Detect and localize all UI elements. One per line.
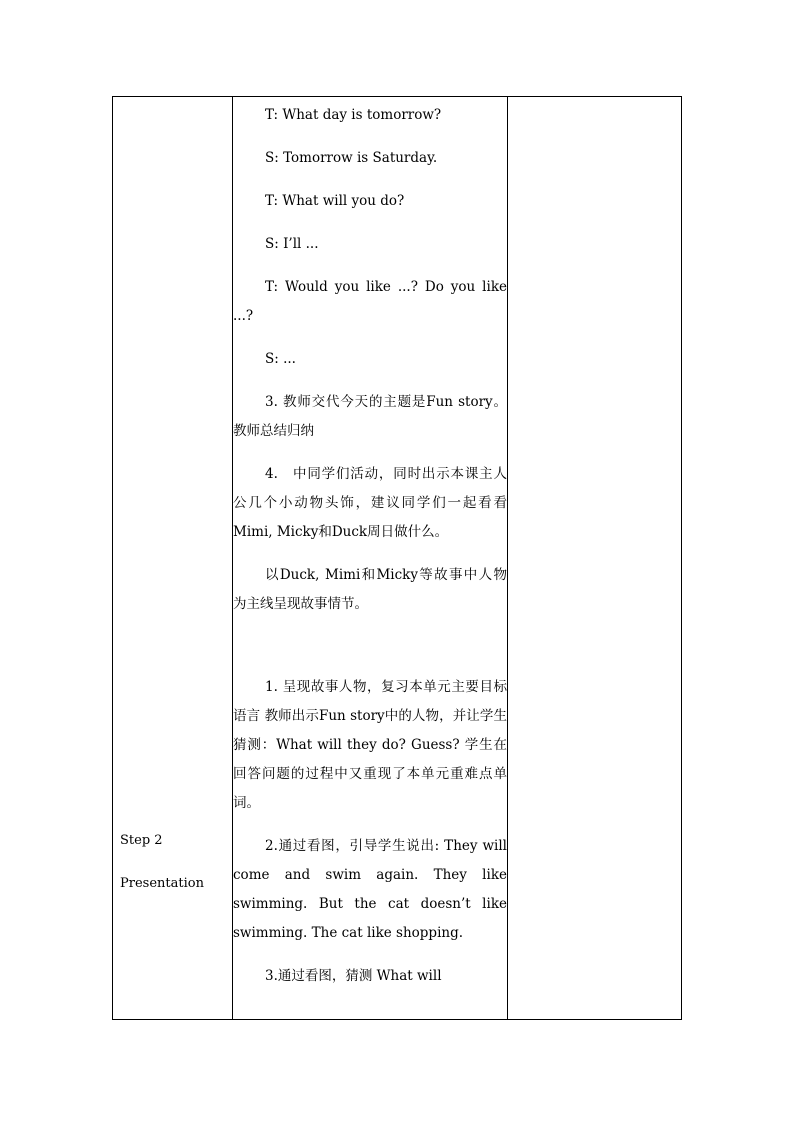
table-row	[113, 97, 682, 1020]
dialogue-line: S: ...	[265, 351, 296, 367]
dialogue-line: S: I’ll ...	[265, 236, 319, 252]
dialogue-line: T: What will you do?	[265, 193, 405, 209]
dialogue-line: S: Tomorrow is Saturday.	[265, 150, 438, 166]
notes-cell	[508, 97, 682, 1020]
activity-paragraph: 4. 中同学们活动，同时出示本课主人公几个小动物头饰，建议同学们一起看看Mimi, Micky和Duck周日做什么。	[233, 466, 507, 540]
activity-paragraph: 1. 呈现故事人物，复习本单元主要目标语言 教师出示Fun story中的人物，并让学生猜测：What will they do? Guess? 学生在回答问题的过程中又重现了本单元重难点单词。	[233, 679, 507, 811]
activity-paragraph: 以Duck, Mimi和Micky等故事中人物为主线呈现故事情节。	[233, 567, 507, 612]
step-stage: Presentation	[120, 876, 204, 891]
activity-paragraph: 2.通过看图，引导学生说出: They will come and swim again. They like swimming. But the cat doesn’t like swimming. The cat like shopping.	[233, 838, 507, 941]
dialogue-line: T: Would you like ...? Do you like ...?	[233, 279, 507, 324]
step-cell	[113, 97, 233, 1020]
activity-cell	[233, 97, 508, 1020]
lesson-plan-table	[112, 96, 682, 1020]
activity-paragraph: 3.通过看图，猜测 What will	[265, 968, 442, 984]
activity-paragraph: 3. 教师交代今天的主题是Fun story。教师总结归纳	[233, 394, 507, 439]
step-number: Step 2	[120, 833, 163, 848]
dialogue-line: T: What day is tomorrow?	[265, 107, 442, 123]
